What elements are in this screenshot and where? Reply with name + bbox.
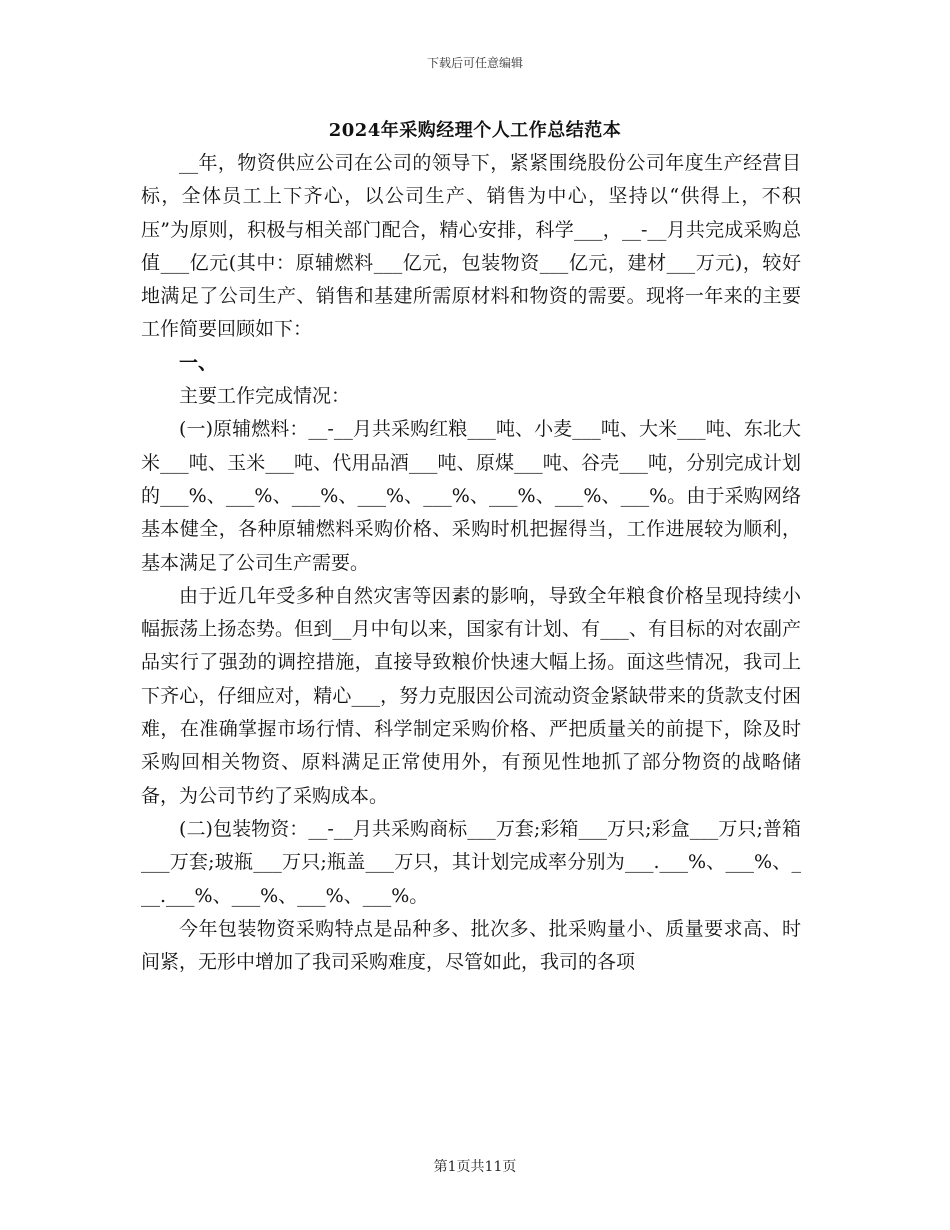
- paragraph-grain-prices: 由于近几年受多种自然灾害等因素的影响，导致全年粮食价格呈现持续小幅振荡上扬态势。但到__月中旬以来，国家有计划、有___、有目标的对农副产品实行了强劲的调控措施，直接导致粮价快速大幅上扬。面这些情况，我司上下齐心，仔细应对，精心___，努力克服因公司流动资金紧缺带来的货款支付困难，在准确掌握市场行情、科学制定采购价格、严把质量关的前提下，除及时采购回相关物资、原料满足正常使用外，有预见性地抓了部分物资的战略储备，为公司节约了采购成本。: [141, 584, 801, 807]
- paragraph-packaging-features: 今年包装物资采购特点是品种多、批次多、批采购量小、质量要求高、时间紧，无形中增加了我司采购难度，尽管如此，我司的各项: [141, 917, 801, 974]
- header-note: 下载后可任意编辑: [426, 56, 523, 70]
- paragraph-main-work: 主要工作完成情况：: [179, 385, 351, 408]
- document-body: [141, 147, 801, 979]
- document-title: 2024年采购经理个人工作总结范本: [328, 120, 622, 141]
- page-number: 第1页共11页: [433, 1159, 517, 1175]
- paragraph-intro: __年，物资供应公司在公司的领导下，紧紧围绕股份公司年度生产经营目标，全体员工上下齐心，以公司生产、销售为中心，坚持以“供得上，不积压”为原则，积极与相关部门配合，精心安排，科学___，__-__月共完成采购总值___亿元(其中：原辅燃料___亿元，包装物资___亿元，建材___万元)，较好地满足了公司生产、销售和基建所需原材料和物资的需要。现将一年来的主要工作简要回顾如下：: [141, 152, 801, 341]
- paragraph-raw-materials: (一)原辅燃料：__-__月共采购红粮___吨、小麦___吨、大米___吨、东北大米___吨、玉米___吨、代用品酒___吨、原煤___吨、谷壳___吨，分别完成计划的___%、___%、___%、___%、___%、___%、___%、___%。由于采购网络基本健全，各种原辅燃料采购价格、采购时机把握得当，工作进展较为顺利，基本满足了公司生产需要。: [141, 418, 801, 574]
- section-heading-one: 一、: [179, 351, 218, 374]
- paragraph-packaging: (二)包装物资：__-__月共采购商标___万套;彩箱___万只;彩盒___万只;普箱___万套;玻瓶___万只;瓶盖___万只，其计划完成率分别为___.___%、___%、___.___%、___%、___%、___%。: [141, 817, 801, 907]
